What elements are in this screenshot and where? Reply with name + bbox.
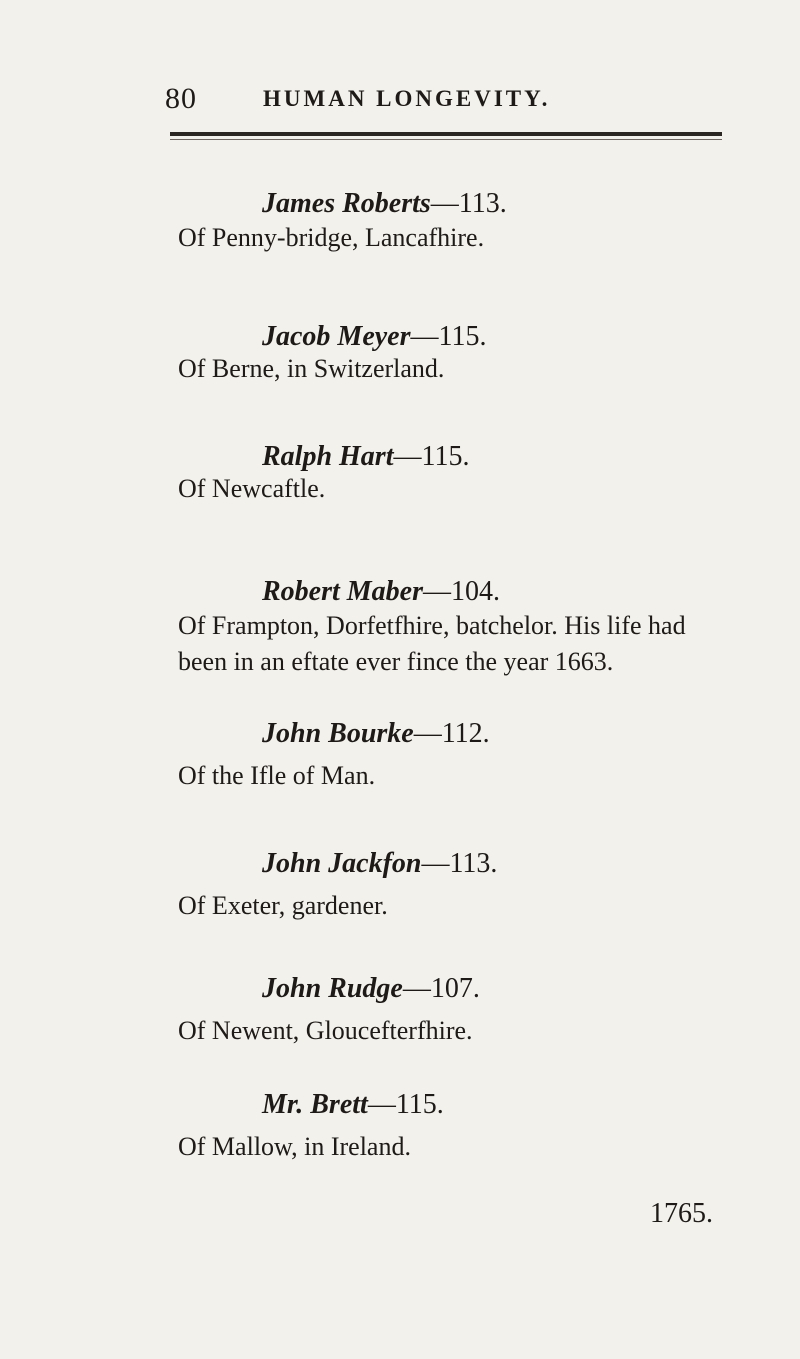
person-name: John Rudge: [262, 973, 403, 1004]
entry-name: [262, 973, 480, 1005]
person-age: —113.: [421, 848, 498, 879]
entry-name: [262, 848, 497, 880]
entry-name: [262, 718, 490, 750]
entry-description: Of Penny-bridge, Lancafhire.: [178, 223, 485, 252]
entry-name: [262, 1089, 444, 1121]
person-name: John Jackfon: [262, 848, 422, 879]
entry-description: Of Mallow, in Ireland.: [178, 1132, 411, 1161]
person-age: —115.: [367, 1089, 444, 1120]
person-name: James Roberts: [262, 188, 431, 219]
entry-name: [262, 576, 500, 608]
person-age: —115.: [410, 321, 487, 352]
header-rule: [170, 132, 722, 136]
header-rule-thin: [170, 139, 722, 140]
entry-description: Of Exeter, gardener.: [178, 891, 388, 920]
person-age: —104.: [423, 576, 500, 607]
person-age: —113.: [430, 188, 507, 219]
entry-description: Of Frampton, Dorfetfhire, batchelor. His life had been in an eftate ever fince the year 1663.: [178, 611, 686, 676]
person-name: Robert Maber: [262, 576, 423, 607]
entry-name: [262, 188, 507, 220]
person-name: Jacob Meyer: [262, 321, 411, 352]
entry-name: [262, 441, 469, 473]
person-name: John Bourke: [262, 718, 414, 749]
person-name: Mr. Brett: [262, 1089, 368, 1120]
entry-description: Of the Ifle of Man.: [178, 761, 376, 790]
person-age: —112.: [413, 718, 490, 749]
entry-description: Of Newcaftle.: [178, 474, 326, 503]
page-header: [165, 82, 725, 122]
person-age: —115.: [393, 441, 470, 472]
entry-description: Of Berne, in Switzerland.: [178, 354, 445, 383]
entry-name: [262, 321, 486, 353]
person-name: Ralph Hart: [262, 441, 394, 472]
entry-description: Of Newent, Gloucefterfhire.: [178, 1016, 473, 1045]
catchword: 1765.: [650, 1198, 713, 1229]
person-age: —107.: [402, 973, 480, 1004]
page-number: 80: [165, 82, 197, 115]
running-head: HUMAN LONGEVITY.: [263, 86, 551, 111]
